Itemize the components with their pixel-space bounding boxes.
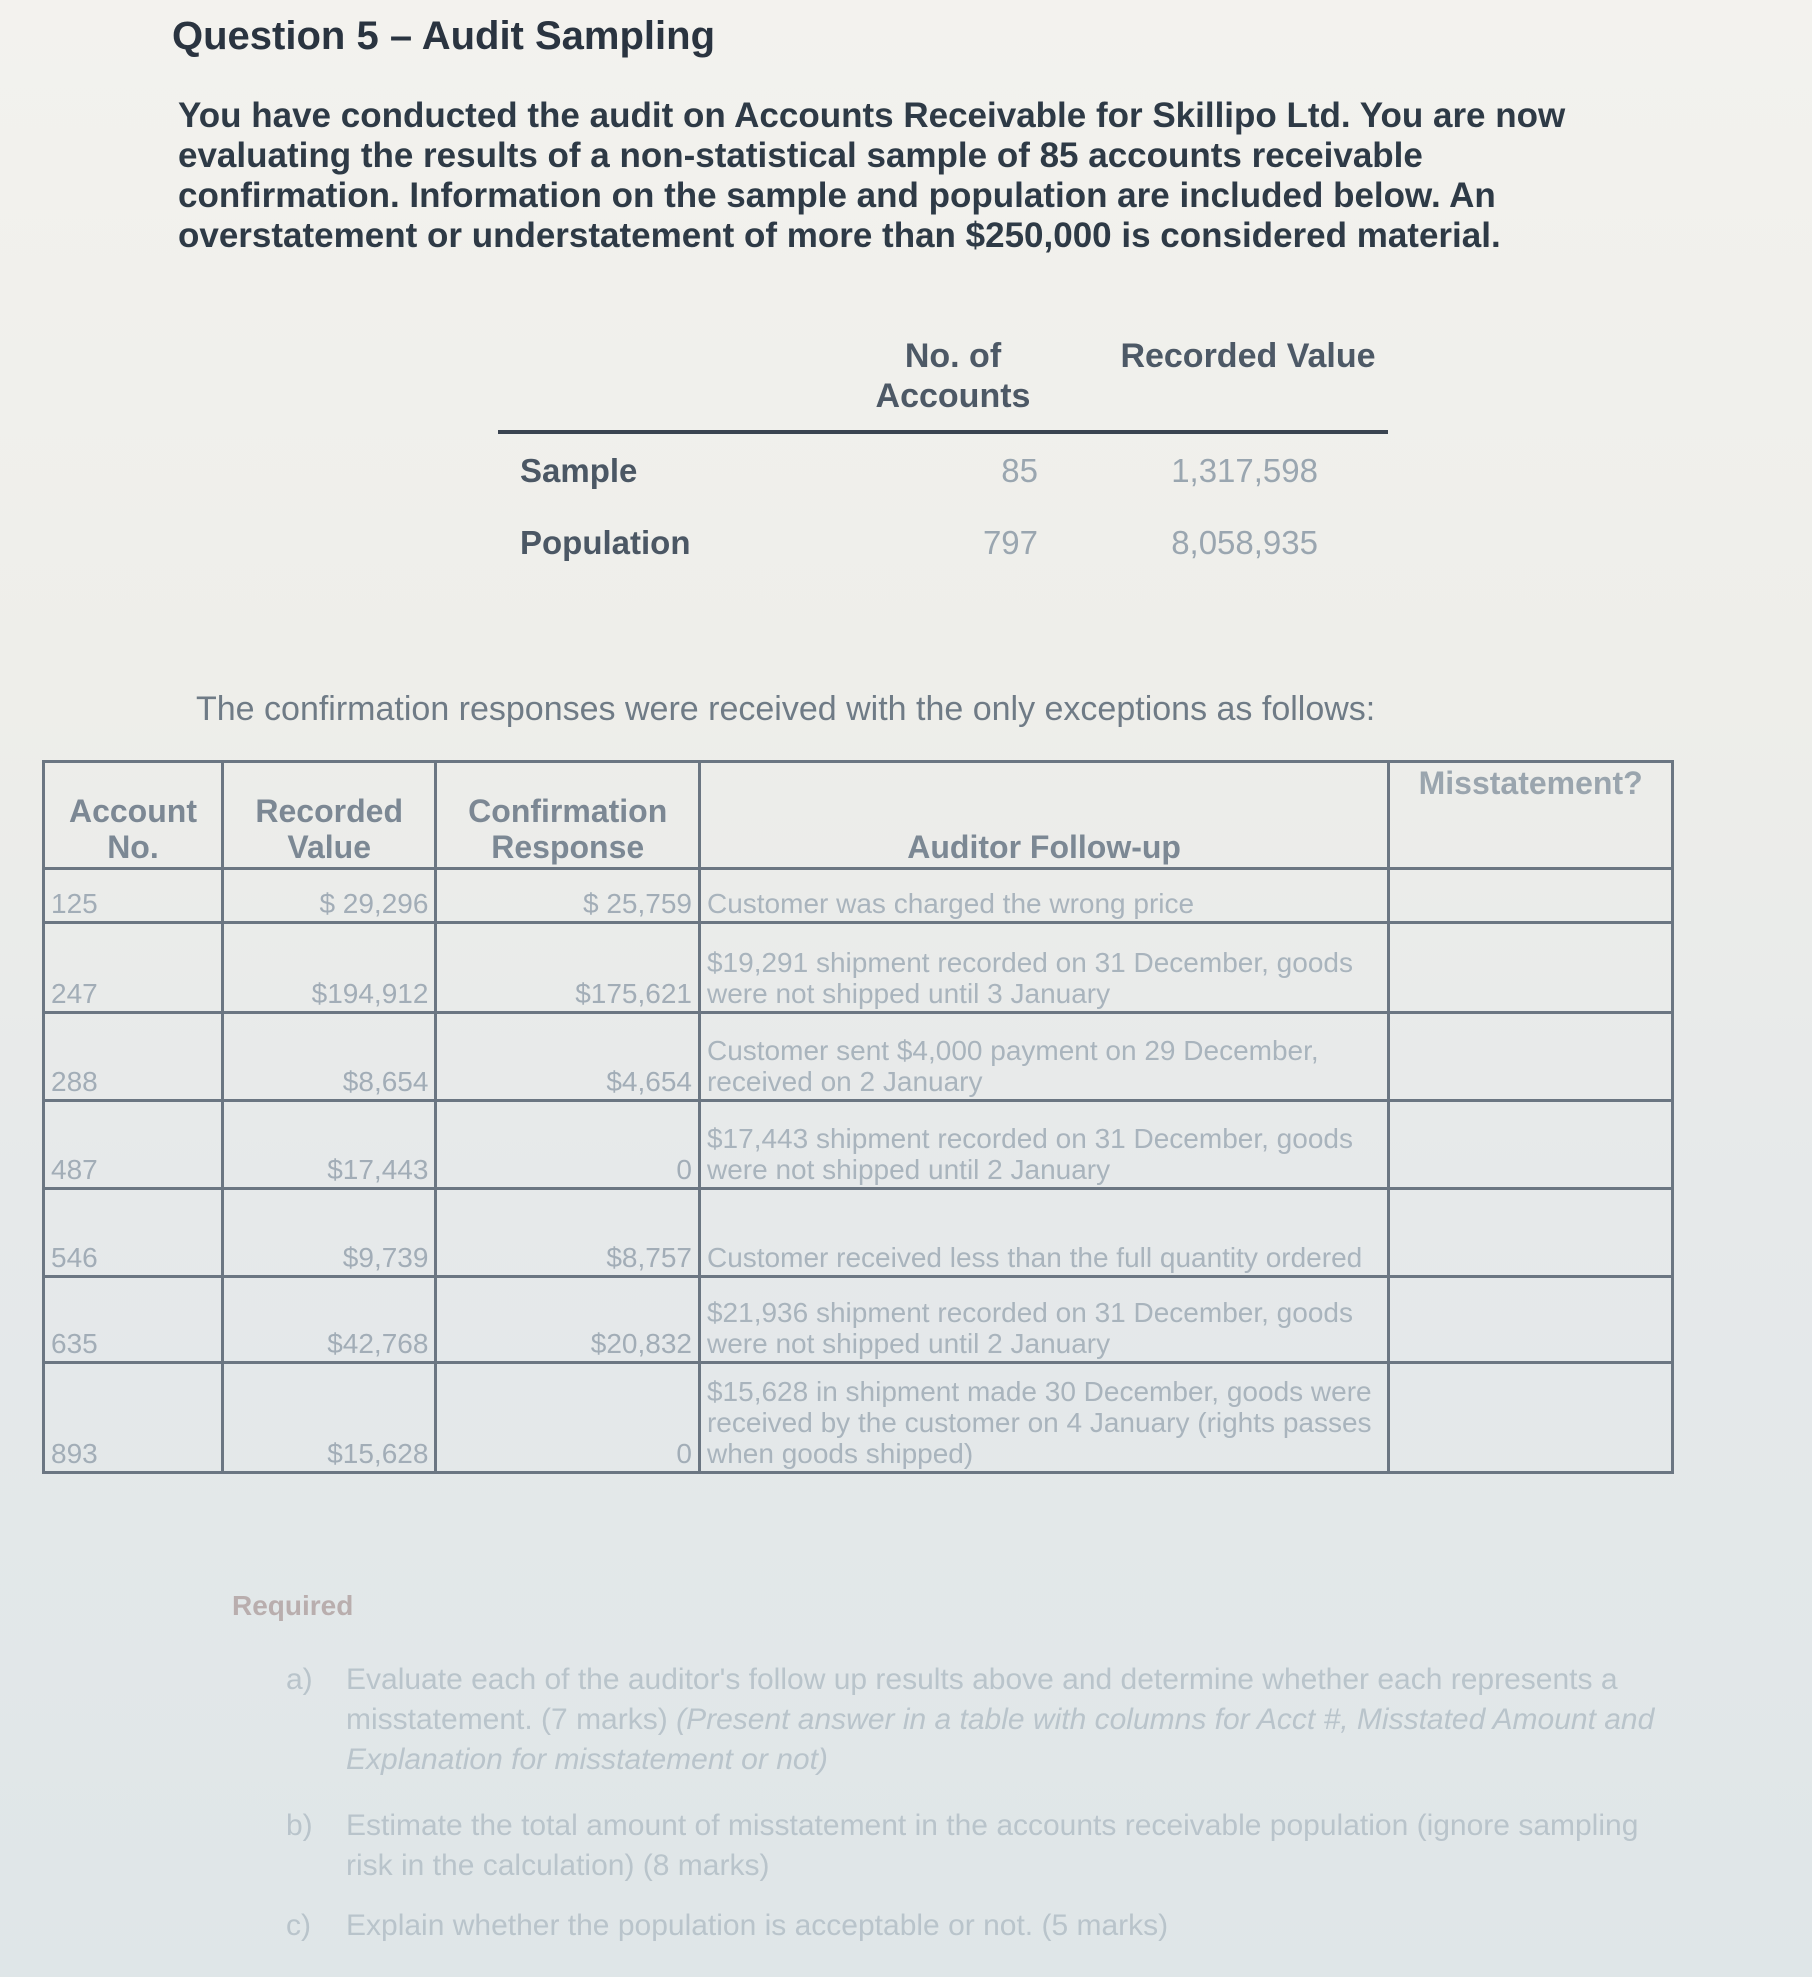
cell-confirmation: 0 bbox=[436, 1101, 700, 1189]
cell-confirmation: 0 bbox=[436, 1363, 700, 1473]
cell-confirmation: $175,621 bbox=[436, 923, 700, 1013]
question-title: Question 5 – Audit Sampling bbox=[172, 14, 716, 58]
summary-header-value: Recorded Value bbox=[1120, 337, 1376, 375]
table-row bbox=[44, 1189, 1673, 1277]
cell-recorded: $9,739 bbox=[222, 1189, 436, 1277]
header-misstatement: Misstatement? bbox=[1389, 762, 1673, 869]
cell-misstatement[interactable] bbox=[1389, 1363, 1673, 1473]
required-heading: Required bbox=[232, 1590, 354, 1621]
cell-recorded: $8,654 bbox=[222, 1013, 436, 1101]
item-letter: a) bbox=[286, 1663, 313, 1696]
exceptions-table bbox=[42, 760, 1674, 1474]
cell-misstatement[interactable] bbox=[1389, 1189, 1673, 1277]
item-question: Explain whether the population is acceptable or not. (5 marks) bbox=[346, 1909, 1169, 1942]
cell-confirmation: $20,832 bbox=[436, 1277, 700, 1363]
header-auditor-follow-up: Auditor Follow-up bbox=[699, 762, 1388, 869]
exceptions-header-row bbox=[44, 762, 1673, 869]
summary-row-accounts: 797 bbox=[982, 524, 1038, 561]
item-instruction: (Present answer in a table with columns for Acct #, Misstated Amount and Explanation for misstatement or not) bbox=[346, 1703, 1655, 1776]
summary-row-value: 1,317,598 bbox=[1171, 452, 1318, 489]
cell-misstatement[interactable] bbox=[1389, 1013, 1673, 1101]
header-confirmation-response: Confirmation Response bbox=[436, 762, 700, 869]
cell-confirmation: $8,757 bbox=[436, 1189, 700, 1277]
cell-recorded: $194,912 bbox=[222, 923, 436, 1013]
cell-followup: Customer received less than the full quantity ordered bbox=[699, 1189, 1388, 1277]
summary-row-sample bbox=[498, 434, 1388, 506]
summary-header bbox=[498, 330, 1388, 434]
cell-misstatement[interactable] bbox=[1389, 923, 1673, 1013]
header-account-no: Account No. bbox=[44, 762, 223, 869]
cell-account: 288 bbox=[44, 1013, 223, 1101]
item-letter: b) bbox=[286, 1809, 313, 1842]
required-item-b bbox=[286, 1806, 1670, 1886]
cell-recorded: $15,628 bbox=[222, 1363, 436, 1473]
item-letter: c) bbox=[286, 1909, 311, 1942]
item-question: Evaluate each of the auditor's follow up results above and determine whether each represents a misstatement. (7 marks) bbox=[346, 1663, 1618, 1736]
cell-followup: $21,936 shipment recorded on 31 December, goods were not shipped until 2 January bbox=[699, 1277, 1388, 1363]
cell-account: 125 bbox=[44, 869, 223, 923]
summary-row-population bbox=[498, 506, 1388, 578]
item-question: Estimate the total amount of misstatement in the accounts receivable population (ignore sampling risk in the calculation) (8 marks) bbox=[346, 1809, 1639, 1882]
table-row bbox=[44, 1363, 1673, 1473]
cell-misstatement[interactable] bbox=[1389, 1101, 1673, 1189]
cell-recorded: $17,443 bbox=[222, 1101, 436, 1189]
cell-account: 893 bbox=[44, 1363, 223, 1473]
summary-table bbox=[498, 330, 1388, 578]
table-row bbox=[44, 1013, 1673, 1101]
item-text bbox=[346, 1660, 1670, 1780]
cell-account: 635 bbox=[44, 1277, 223, 1363]
intro-paragraph: You have conducted the audit on Accounts Receivable for Skillipo Ltd. You are now evaluating the results of a non-statistical sample of 85 accounts receivable confirmation. Information on the sample and population are included below. An overstatement or understatement of more than $250,000 is considered material. bbox=[178, 96, 1566, 255]
cell-confirmation: $ 25,759 bbox=[436, 869, 700, 923]
cell-followup: $19,291 shipment recorded on 31 December, goods were not shipped until 3 January bbox=[699, 923, 1388, 1013]
required-item-a bbox=[286, 1660, 1670, 1780]
table-row bbox=[44, 1101, 1673, 1189]
cell-misstatement[interactable] bbox=[1389, 869, 1673, 923]
cell-followup: Customer sent $4,000 payment on 29 December, received on 2 January bbox=[699, 1013, 1388, 1101]
table-row bbox=[44, 923, 1673, 1013]
cell-recorded: $42,768 bbox=[222, 1277, 436, 1363]
summary-row-label: Population bbox=[520, 524, 691, 561]
summary-row-label: Sample bbox=[520, 452, 638, 489]
summary-row-value: 8,058,935 bbox=[1171, 524, 1318, 561]
header-recorded-value: Recorded Value bbox=[222, 762, 436, 869]
required-item-c bbox=[286, 1906, 1670, 1946]
summary-header-accounts: No. of Accounts bbox=[875, 337, 1031, 415]
cell-account: 487 bbox=[44, 1101, 223, 1189]
table-row bbox=[44, 869, 1673, 923]
cell-recorded: $ 29,296 bbox=[222, 869, 436, 923]
cell-followup: Customer was charged the wrong price bbox=[699, 869, 1388, 923]
cell-confirmation: $4,654 bbox=[436, 1013, 700, 1101]
table-row bbox=[44, 1277, 1673, 1363]
exceptions-intro: The confirmation responses were received with the only exceptions as follows: bbox=[196, 690, 1376, 728]
cell-misstatement[interactable] bbox=[1389, 1277, 1673, 1363]
cell-account: 247 bbox=[44, 923, 223, 1013]
cell-followup: $15,628 in shipment made 30 December, goods were received by the customer on 4 January (rights passes when goods shipped) bbox=[699, 1363, 1388, 1473]
cell-account: 546 bbox=[44, 1189, 223, 1277]
summary-row-accounts: 85 bbox=[1001, 452, 1038, 489]
cell-followup: $17,443 shipment recorded on 31 December, goods were not shipped until 2 January bbox=[699, 1101, 1388, 1189]
